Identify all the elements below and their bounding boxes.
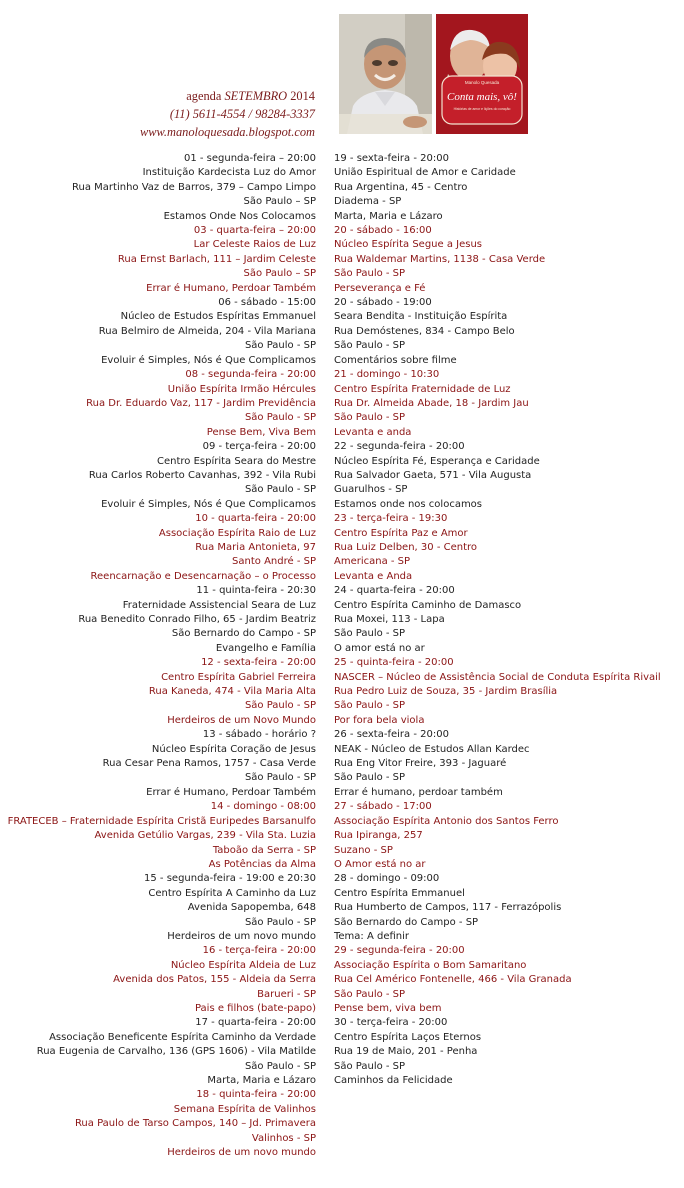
agenda-line: São Paulo - SP [334,1060,406,1072]
agenda-line: Caminhos da Felicidade [334,1075,453,1086]
agenda-line: Rua Cel Américo Fontenelle, 466 - Vila Granada [334,974,572,986]
agenda-line: São Paulo – SP [243,268,316,280]
agenda-line: Núcleo de Estudos Espíritas Emmanuel [120,311,316,323]
agenda-line: Centro Espírita Gabriel Ferreira [161,671,316,683]
agenda-line: São Bernardo do Campo - SP [171,628,316,640]
agenda-line: Evangelho e Família [215,642,316,654]
agenda-line: São Paulo - SP [244,1060,316,1072]
agenda-year: 2014 [287,89,315,103]
agenda-line: Rua Dr. Eduardo Vaz, 117 - Jardim Previdência [86,397,316,409]
website-link[interactable]: www.manoloquesada.blogspot.com [140,125,315,139]
agenda-line: 13 - sábado - horário ? [202,729,316,741]
agenda-line: Centro Espírita Laços Eternos [334,1031,482,1043]
agenda-line: Centro Espírita Seara do Mestre [157,455,316,467]
agenda-line: 26 - sexta-feira - 20:00 [334,729,449,741]
agenda-line: Rua Eugenia de Carvalho, 136 (GPS 1606) - Vila Matilde [36,1046,316,1058]
agenda-line: 28 - domingo - 09:00 [334,873,440,885]
book-subtitle: Histórias de amor e lições do coração [453,107,511,111]
agenda-line: São Paulo - SP [244,772,316,784]
agenda-line: Levanta e Anda [334,570,413,582]
agenda-line: Seara Bendita - Instituição Espírita [334,311,508,323]
agenda-line: Pais e filhos (bate-papo) [194,1002,316,1014]
agenda-line: Avenida Getúlio Vargas, 239 - Vila Sta. Luzia [94,830,316,842]
agenda-line: Errar é Humano, Perdoar Também [146,786,316,798]
agenda-line: Rua Ernst Barlach, 111 – Jardim Celeste [117,253,316,265]
agenda-line: Centro Espírita Caminho de Damasco [334,599,522,611]
agenda-line: 21 - domingo - 10:30 [334,369,440,381]
agenda-line: 10 - quarta-feira - 20:00 [195,513,316,525]
agenda-line: Suzano - SP [334,844,393,856]
agenda-line: Lar Celeste Raios de Luz [193,239,316,251]
agenda-line: Guarulhos - SP [334,484,408,496]
agenda-line: NEAK - Núcleo de Estudos Allan Kardec [334,743,530,755]
agenda-line: União Espiritual de Amor e Caridade [334,167,516,179]
agenda-line: 16 - terça-feira - 20:00 [202,945,316,957]
agenda-line: 14 - domingo - 08:00 [210,801,316,813]
agenda-line: 22 - segunda-feira - 20:00 [334,441,465,453]
agenda-line: São Paulo - SP [334,412,406,424]
agenda-line: 23 - terça-feira - 19:30 [334,513,448,525]
agenda-line: Rua Belmiro de Almeida, 204 - Vila Mariana [98,325,316,337]
agenda-line: Por fora bela viola [334,714,425,726]
agenda-line: Rua Maria Antonieta, 97 [195,541,316,553]
agenda-line: São Paulo - SP [334,988,406,1000]
agenda-line: NASCER – Núcleo de Assistência Social de Conduta Espírita Rivail [334,671,661,683]
agenda-line: O Amor está no ar [334,858,426,870]
agenda-line: Associação Espírita Antonio dos Santos Ferro [334,815,559,827]
agenda-line: 30 - terça-feira - 20:00 [334,1017,448,1029]
agenda-line: 15 - segunda-feira - 19:00 e 20:30 [144,873,316,885]
agenda-line: Rua Cesar Pena Ramos, 1757 - Casa Verde [102,758,316,770]
agenda-line: Herdeiros de um novo mundo [167,1147,316,1159]
agenda-line: Núcleo Espírita Fé, Esperança e Caridade [334,455,540,467]
agenda-line: Rua Carlos Roberto Cavanhas, 392 - Vila Rubi [88,469,316,481]
agenda-line: 25 - quinta-feira - 20:00 [334,657,454,669]
agenda-line: 11 - quinta-feira - 20:30 [196,585,316,597]
agenda-line: Errar é Humano, Perdoar Também [146,282,316,294]
agenda-line: Centro Espírita Fraternidade de Luz [334,383,511,395]
agenda-line: São Bernardo do Campo - SP [334,916,479,928]
agenda-line: Núcleo Espírita Aldeia de Luz [170,959,316,971]
agenda-line: São Paulo - SP [244,412,316,424]
agenda-line: 06 - sábado - 15:00 [218,297,316,309]
agenda-line: Rua Martinho Vaz de Barros, 379 – Campo Limpo [72,181,316,193]
agenda-line: Evoluir é Simples, Nós é Que Complicamos [101,354,316,366]
agenda-line: Santo André - SP [232,556,316,568]
agenda-line: Diadema - SP [334,196,402,208]
agenda-line: Estamos Onde Nos Colocamos [163,210,316,222]
agenda-line: Associação Espírita o Bom Samaritano [334,959,527,971]
agenda-line: 29 - segunda-feira - 20:00 [334,945,465,957]
events-column-left [8,152,316,1160]
agenda-line: Centro Espírita Emmanuel [334,887,465,899]
agenda-line: Evoluir é Simples, Nós é Que Complicamos [101,498,316,510]
agenda-line: 27 - sábado - 17:00 [334,801,432,813]
agenda-line: 09 - terça-feira - 20:00 [202,441,316,453]
agenda-line: 03 - quarta-feira – 20:00 [193,225,316,237]
agenda-line: Avenida Sapopemba, 648 [187,902,316,914]
events-column-right [334,152,661,1088]
agenda-line: Americana - SP [334,556,411,568]
agenda-line: Rua 19 de Maio, 201 - Penha [334,1046,478,1058]
book-cover-illustration [436,14,528,134]
book-series: Manolo Quesada [464,80,500,85]
agenda-line: As Potências da Alma [208,858,316,870]
agenda-line: 01 - segunda-feira – 20:00 [183,153,316,164]
agenda-line: São Paulo - SP [334,268,406,280]
agenda-line: Rua Kaneda, 474 - Vila Maria Alta [148,686,316,698]
author-photo-illustration [339,14,432,134]
agenda-line: Estamos onde nos colocamos [334,498,483,510]
author-photo [339,14,432,134]
agenda-line: Rua Ipiranga, 257 [334,830,423,842]
phone-numbers: (11) 5611-4554 / 98284-3337 [169,107,315,121]
agenda-line: São Paulo - SP [244,340,316,352]
book-title: Conta mais, vô! [447,91,517,103]
agenda-month: SETEMBRO [224,89,288,103]
agenda-line: Comentários sobre filme [334,354,457,366]
agenda-line: 19 - sexta-feira - 20:00 [334,153,449,164]
agenda-line: Rua Pedro Luiz de Souza, 35 - Jardim Brasília [334,686,558,698]
agenda-header [140,87,315,141]
agenda-line: Rua Eng Vitor Freire, 393 - Jaguaré [334,758,507,770]
agenda-line: São Paulo - SP [334,700,406,712]
agenda-line: 20 - sábado - 19:00 [334,297,432,309]
agenda-line: Pense bem, viva bem [334,1002,442,1014]
agenda-line: Herdeiros de um Novo Mundo [167,714,316,726]
book-cover [436,14,528,134]
agenda-line: 18 - quinta-feira - 20:00 [196,1089,316,1101]
agenda-line: Núcleo Espírita Coração de Jesus [151,743,316,755]
agenda-line: Marta, Maria e Lázaro [334,210,443,222]
agenda-line: São Paulo - SP [244,484,316,496]
agenda-line: 12 - sexta-feira - 20:00 [201,657,316,669]
agenda-line: Taboão da Serra - SP [212,844,316,856]
agenda-line: São Paulo – SP [243,196,316,208]
agenda-line: São Paulo - SP [334,340,406,352]
agenda-line: Rua Dr. Almeida Abade, 18 - Jardim Jau [334,397,529,409]
agenda-line: Semana Espírita de Valinhos [173,1103,316,1115]
agenda-line: São Paulo - SP [244,700,316,712]
agenda-line: Pense Bem, Viva Bem [206,426,316,438]
agenda-title [140,87,315,105]
agenda-line: São Paulo - SP [334,772,406,784]
agenda-line: Rua Paulo de Tarso Campos, 140 – Jd. Primavera [74,1118,316,1130]
agenda-line: Barueri - SP [257,988,316,1000]
agenda-line: Núcleo Espírita Segue a Jesus [334,239,482,251]
agenda-line: Rua Luiz Delben, 30 - Centro [334,541,478,553]
agenda-line: Instituição Kardecista Luz do Amor [142,167,316,179]
agenda-line: 20 - sábado - 16:00 [334,225,432,237]
agenda-line: FRATECEB – Fraternidade Espírita Cristã Euripedes Barsanulfo [7,815,316,827]
agenda-line: Fraternidade Assistencial Seara de Luz [122,599,316,611]
agenda-line: Rua Waldemar Martins, 1138 - Casa Verde [334,253,546,265]
agenda-line: Rua Demóstenes, 834 - Campo Belo [334,325,515,337]
agenda-line: Errar é humano, perdoar também [334,786,503,798]
agenda-line: Associação Espírita Raio de Luz [158,527,316,539]
agenda-line: Tema: A definir [334,930,410,942]
agenda-line: Centro Espírita A Caminho da Luz [148,887,316,899]
agenda-line: União Espírita Irmão Hércules [167,383,316,395]
agenda-line: Rua Salvador Gaeta, 571 - Vila Augusta [334,469,532,481]
agenda-line: Valinhos - SP [251,1132,316,1144]
agenda-line: Levanta e anda [334,426,412,438]
agenda-line: Rua Benedito Conrado Filho, 65 - Jardim Beatriz [78,614,316,625]
agenda-line: 24 - quarta-feira - 20:00 [334,585,455,597]
agenda-line: São Paulo - SP [244,916,316,928]
agenda-line: Marta, Maria e Lázaro [207,1075,316,1086]
agenda-line: São Paulo - SP [334,628,406,640]
agenda-line: Reencarnação e Desencarnação – o Processo [90,570,316,582]
agenda-line: Centro Espírita Paz e Amor [334,527,468,539]
agenda-line: Avenida dos Patos, 155 - Aldeia da Serra [113,974,316,986]
agenda-line: Perseverança e Fé [334,282,426,294]
agenda-line: O amor está no ar [334,642,425,654]
agenda-title-prefix: agenda [186,89,225,103]
agenda-line: Rua Argentina, 45 - Centro [334,181,468,193]
agenda-line: 17 - quarta-feira - 20:00 [195,1017,316,1029]
agenda-line: 08 - segunda-feira - 20:00 [185,369,316,381]
agenda-line: Rua Humberto de Campos, 117 - Ferrazópolis [334,902,562,914]
agenda-line: Rua Moxei, 113 - Lapa [334,614,445,625]
agenda-line: Herdeiros de um novo mundo [167,930,316,942]
agenda-line: Associação Beneficente Espírita Caminho da Verdade [49,1031,316,1043]
